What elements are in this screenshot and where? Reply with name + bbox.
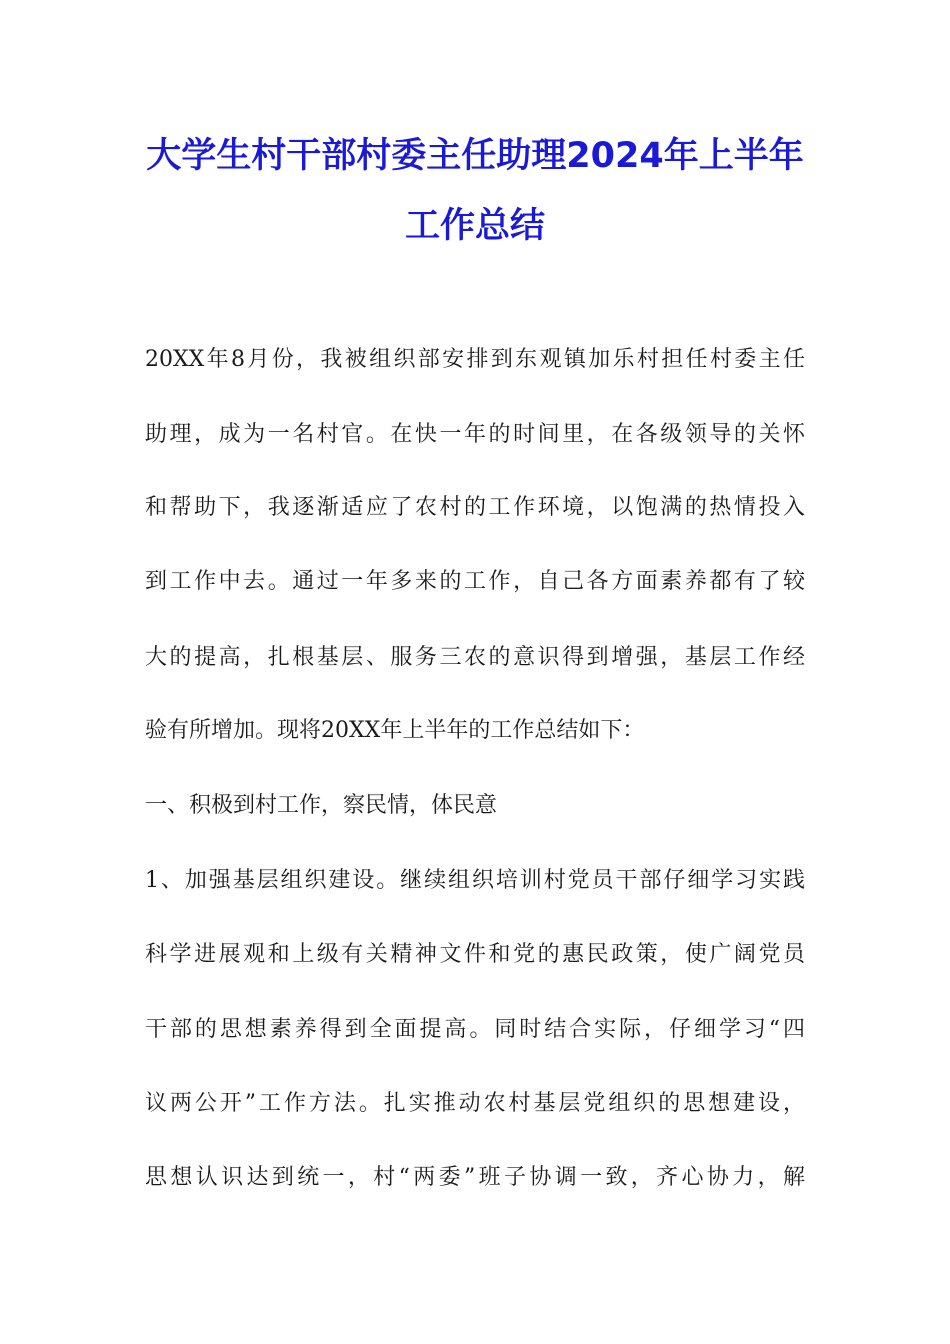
body-line-12: 思想认识达到统一，村“两委”班子协调一致，齐心协力，解: [145, 1165, 805, 1190]
body-line-9: 科学进展观和上级有关精神文件和党的惠民政策，使广阔党员: [145, 942, 805, 967]
body-line-11: 议两公开”工作方法。扎实推动农村基层党组织的思想建设，: [145, 1091, 805, 1116]
body-line-10: 干部的思想素养得到全面提高。同时结合实际，仔细学习“四: [145, 1017, 805, 1042]
body-line-3: 和帮助下，我逐渐适应了农村的工作环境，以饱满的热情投入: [145, 495, 805, 520]
body-line-2: 助理，成为一名村官。在快一年的时间里，在各级领导的关怀: [145, 422, 805, 447]
body-line-1: 20XX年8月份，我被组织部安排到东观镇加乐村担任村委主任: [145, 347, 805, 372]
document-title-line-1: 大学生村干部村委主任助理2024年上半年: [146, 136, 804, 176]
body-line-6: 验有所增加。现将20XX年上半年的工作总结如下：: [145, 718, 645, 743]
body-line-4: 到工作中去。通过一年多来的工作，自己各方面素养都有了较: [145, 569, 805, 594]
body-line-5: 大的提高，扎根基层、服务三农的意识得到增强，基层工作经: [145, 645, 805, 670]
body-line-8: 1、加强基层组织建设。继续组织培训村党员干部仔细学习实践: [145, 868, 805, 893]
section-heading-1: 一、积极到村工作，察民情，体民意: [145, 793, 498, 818]
document-title-line-2: 工作总结: [404, 206, 545, 246]
